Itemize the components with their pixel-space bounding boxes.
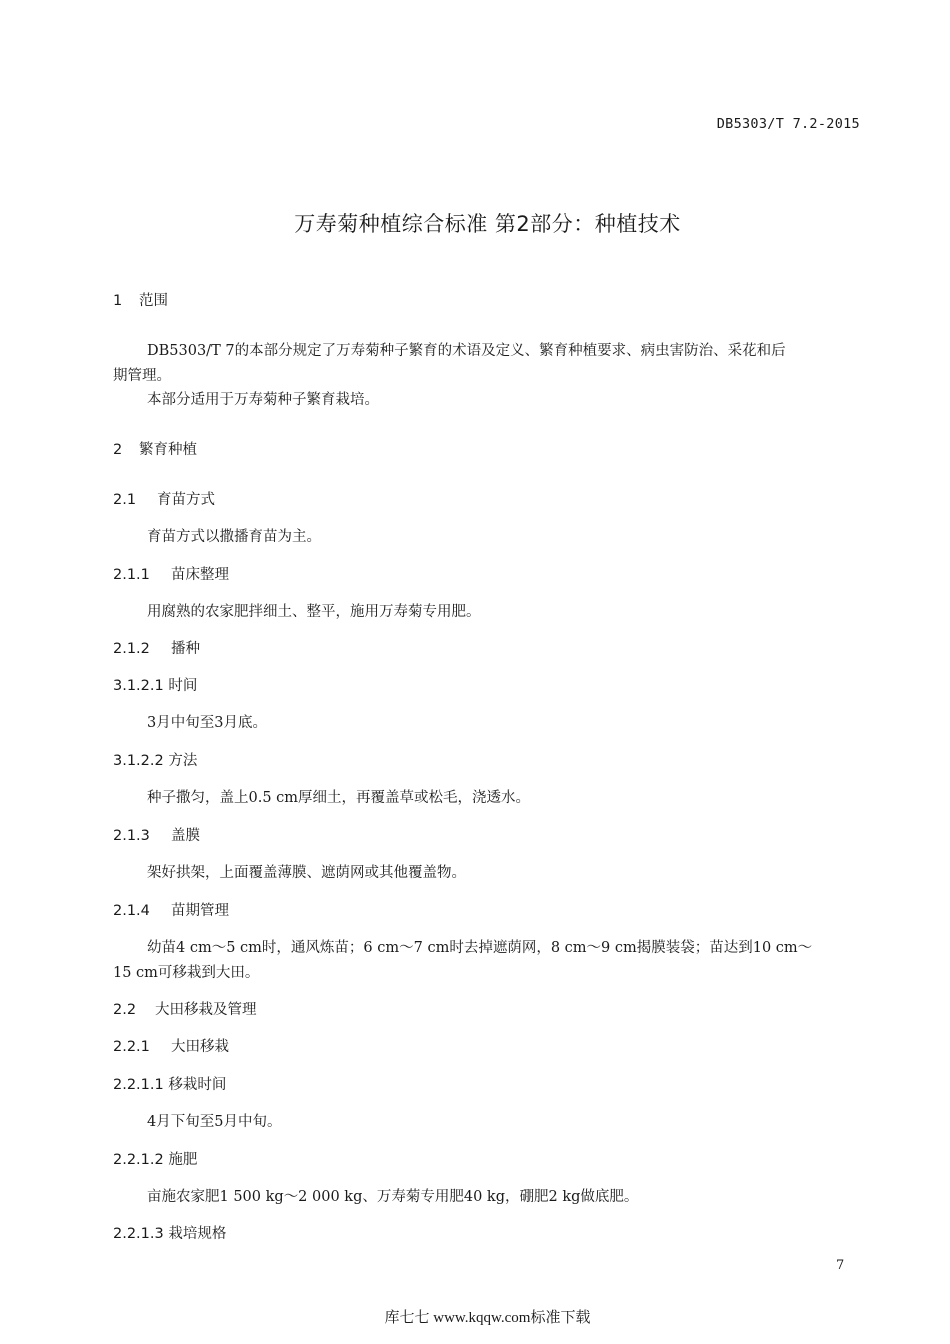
paragraph-fertilization: 亩施农家肥1 500 kg～2 000 kg、万寿菊专用肥40 kg，硼肥2 kg做底肥。 xyxy=(147,1189,639,1205)
section-title: 育苗方式 xyxy=(157,492,215,508)
section-number: 2.1.3 xyxy=(113,828,150,844)
section-title: 大田移栽及管理 xyxy=(155,1002,257,1018)
section-heading-3-1-2-1: 3.1.2.1 时间 xyxy=(113,678,198,694)
section-heading-2-1-4 xyxy=(113,899,229,920)
document-title: 万寿菊种植综合标准 第2部分：种植技术 xyxy=(294,212,681,236)
section-title: 苗床整理 xyxy=(171,567,229,583)
section-heading-2-2-1-2: 2.2.1.2 施肥 xyxy=(113,1152,198,1168)
section-heading-2 xyxy=(113,438,197,459)
section-heading-2-2 xyxy=(113,998,257,1019)
section-heading-2-2-1-1: 2.2.1.1 移栽时间 xyxy=(113,1077,227,1093)
section-heading-2-1-3 xyxy=(113,824,200,845)
paragraph-scope-line1: DB5303/T 7的本部分规定了万寿菊种子繁育的术语及定义、繁育种植要求、病虫害防治、采花和后 xyxy=(147,343,786,359)
section-title: 范围 xyxy=(139,293,168,309)
section-title: 繁育种植 xyxy=(139,442,197,458)
paragraph-seedling-method: 育苗方式以撒播育苗为主。 xyxy=(147,529,321,545)
paragraph-scope-applicability: 本部分适用于万寿菊种子繁育栽培。 xyxy=(147,392,379,408)
section-heading-3-1-2-2: 3.1.2.2 方法 xyxy=(113,753,198,769)
paragraph-seedling-management-line1: 幼苗4 cm～5 cm时，通风炼苗；6 cm～7 cm时去掉遮荫网，8 cm～9 cm揭膜装袋；苗达到10 cm～ xyxy=(147,940,813,956)
section-number: 2.1.2 xyxy=(113,641,150,657)
section-heading-1 xyxy=(113,289,168,310)
section-number: 1 xyxy=(113,293,123,309)
paragraph-film-cover: 架好拱架，上面覆盖薄膜、遮荫网或其他覆盖物。 xyxy=(147,865,466,881)
section-title: 盖膜 xyxy=(171,828,200,844)
section-title: 大田移栽 xyxy=(171,1039,229,1055)
section-number: 2.1 xyxy=(113,492,137,508)
standard-code: DB5303/T 7.2-2015 xyxy=(716,116,860,132)
section-heading-2-1-1 xyxy=(113,563,229,584)
section-number: 2.2.1 xyxy=(113,1039,150,1055)
paragraph-scope-line2: 期管理。 xyxy=(113,368,171,384)
paragraph-transplant-time: 4月下旬至5月中旬。 xyxy=(147,1114,282,1130)
section-heading-2-2-1-3: 2.2.1.3 栽培规格 xyxy=(113,1226,227,1242)
section-title: 苗期管理 xyxy=(171,903,229,919)
section-title: 播种 xyxy=(171,641,200,657)
section-number: 2.1.4 xyxy=(113,903,150,919)
footer-watermark: 库七七 www.kqqw.com标准下载 xyxy=(384,1310,591,1326)
section-number: 2.2 xyxy=(113,1002,137,1018)
paragraph-seedling-management-line2: 15 cm可移栽到大田。 xyxy=(113,965,260,981)
paragraph-seedbed: 用腐熟的农家肥拌细土、整平，施用万寿菊专用肥。 xyxy=(147,604,481,620)
page-number: 7 xyxy=(836,1258,845,1273)
paragraph-sowing-time: 3月中旬至3月底。 xyxy=(147,715,267,731)
paragraph-sowing-method: 种子撒匀，盖上0.5 cm厚细土，再覆盖草或松毛，浇透水。 xyxy=(147,790,531,806)
section-heading-2-1-2 xyxy=(113,637,200,658)
section-number: 2 xyxy=(113,442,123,458)
section-heading-2-1 xyxy=(113,488,215,509)
section-heading-2-2-1 xyxy=(113,1035,229,1056)
section-number: 2.1.1 xyxy=(113,567,150,583)
